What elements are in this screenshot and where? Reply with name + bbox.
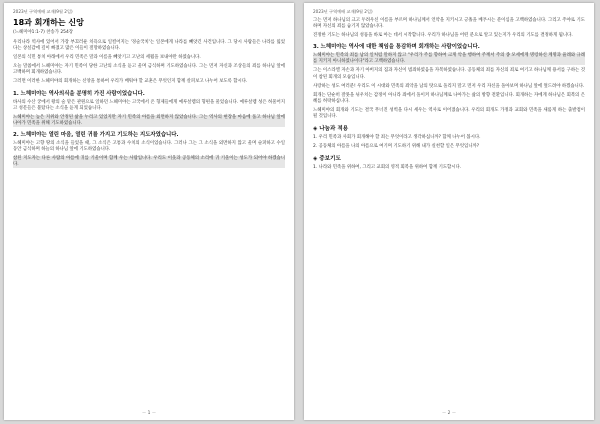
page-header: 2023년 구역예배 교재(9월 2일) bbox=[13, 9, 73, 14]
section-heading-1: 1. 느헤미야는 역사의식을 분명히 가진 사람이었습니다. bbox=[13, 90, 145, 97]
paragraph: 오늘 말씀에서 느헤미야는 자기 민족이 당한 고난의 소식을 듣고 울며 금식하며 기도하였습니다. 그는 먼저 자신과 조상들의 죄를 하나님 앞에 고백하며 회개하였습니다. bbox=[13, 64, 285, 76]
paragraph: 바사의 수산 궁에서 왕의 술 맡은 관원으로 일하던 느헤미야는 고국에서 온 형제들에게 예루살렘의 형편을 물었습니다. 예루살렘 성은 허물어지고 성문들은 불탔다는 소식을 듣게 되었습니다. bbox=[13, 99, 285, 111]
page-number: － 1 － bbox=[141, 411, 157, 416]
paragraph-highlighted: 느헤미야는 높은 지위와 안정된 삶을 누리고 있었지만 자기 민족의 아픔을 외면하지 않았습니다. 그는 역사의 현장을 마음에 품고 하나님 앞에 나아가 민족을 위해 기도하였습니다. bbox=[13, 114, 285, 126]
paragraph: 우리나라 역사에 있어서 가장 부끄러운 치욕으로 일컬어지는 '경술국치'는 일본에게 나라를 빼앗긴 사건입니다. 그 당시 사람들은 나라를 잃었다는 상실감에 깊이 빠졌고 많은 이들이 절망하였습니다. bbox=[13, 40, 285, 52]
paragraph: 느헤미야는 고향 땅의 소식을 들었을 때, 그 소식은 고통과 수치의 소식이었습니다. 그러나 그는 그 소식을 외면하지 않고 울며 슬퍼하고 수일 동안 금식하며 하늘의 하나님 앞에 기도하였습니다. bbox=[13, 140, 285, 153]
page-right-content bbox=[313, 9, 585, 406]
scripture-reference: (느헤미야1:1-7) 찬송가 254장 bbox=[13, 30, 73, 35]
paragraph: 그러면 이러한 느헤미야의 회개하는 신앙을 통하여 우리가 배워야 할 교훈은 무엇인지 함께 살펴보고 나누어 보도록 합시다. bbox=[13, 79, 248, 85]
page-number: － 2 － bbox=[441, 411, 457, 416]
page-header: 2023년 구역예배 교재(9월 2일) bbox=[313, 9, 373, 14]
question-item: 1. 우리 민족과 사회가 회개해야 할 죄는 무엇이라고 생각하십니까? 함께 나누어 봅시다. bbox=[313, 135, 481, 141]
page-left bbox=[4, 3, 294, 420]
prayer-item: 1. 나라와 민족을 위하여, 그리고 교회의 영적 회복을 위하여 함께 기도합시다. bbox=[313, 165, 462, 171]
section-heading-3: 3. 느헤미야는 역사에 대한 책임을 통감하며 회개하는 사람이었습니다. bbox=[313, 44, 480, 51]
page-left-content bbox=[13, 9, 285, 406]
paragraph: 일본의 식민 통치 아래에서 우리 민족은 말과 이름을 빼앗기고 고난의 세월을 보내야만 하였습니다. bbox=[13, 55, 201, 61]
section-heading-2: 2. 느헤미야는 열린 마음, 열린 귀를 가지고 기도하는 지도자였습니다. bbox=[13, 131, 179, 138]
paragraph: 사랑하는 성도 여러분! 우리도 이 시대와 민족의 죄악을 남의 탓으로 돌리지 말고 먼저 우리 자신을 돌아보며 하나님 앞에 엎드려야 하겠습니다. bbox=[313, 83, 585, 89]
lesson-title: 18과 회개하는 신앙 bbox=[13, 18, 84, 27]
paragraph-highlighted: 느헤미야는 민족의 죄를 남의 일처럼 말하지 않고 "우리가 주를 향하여 크게 악을 행하여 주께서 주의 종 모세에게 명령하신 계명과 율례와 규례를 지키지 아니하였나이다"라고 고백하였습니다. bbox=[313, 53, 585, 65]
paragraph: 그는 먼저 하나님의 크고 두려우신 이름을 부르며 하나님께서 언약을 지키시고 긍휼을 베푸시는 분이심을 고백하였습니다. 그리고 주야로 기도하며 자신의 죄를 숨기지 않았습니다. bbox=[313, 18, 585, 30]
paragraph: 진정한 기도는 하나님의 성품을 바로 아는 데서 시작합니다. 우리가 하나님을 어떤 분으로 알고 있는지가 우리의 기도를 결정하게 됩니다. bbox=[313, 33, 573, 39]
paragraph: 회개는 단순히 잘못을 뉘우치는 감정이 아니라 죄에서 돌이켜 하나님께로 나아가는 삶의 방향 전환입니다. 회개하는 자에게 하나님은 회복의 은혜를 허락하십니다. bbox=[313, 92, 585, 104]
paragraph: 느헤미야의 회개와 기도는 결국 무너진 성벽을 다시 세우는 역사로 이어졌습니다. 우리의 회개도 가정과 교회와 민족을 새롭게 하는 출발점이 될 것입니다. bbox=[313, 107, 585, 120]
page-right bbox=[304, 3, 594, 420]
question-item: 2. 공동체의 아픔을 나의 아픔으로 여기며 기도하기 위해 내가 실천할 일은 무엇입니까? bbox=[313, 144, 480, 150]
paragraph-highlighted: 참된 지도자는 다른 사람의 아픔에 귀를 기울이며 함께 우는 사람입니다. 우리도 이웃과 공동체의 소리에 귀 기울이는 성도가 되어야 하겠습니다. bbox=[13, 156, 285, 168]
prayer-heading: ◈ 중보기도 bbox=[313, 156, 341, 163]
paragraph: 그는 이스라엘 자손과 자기 아버지의 집과 자신이 범죄하였음을 자복하였습니다. 공동체의 죄를 자신의 죄로 여기고 하나님께 용서를 구하는 것이 참된 회개의 모습입니다. bbox=[313, 68, 585, 80]
sharing-heading: ◈ 나눔과 적용 bbox=[313, 126, 349, 133]
